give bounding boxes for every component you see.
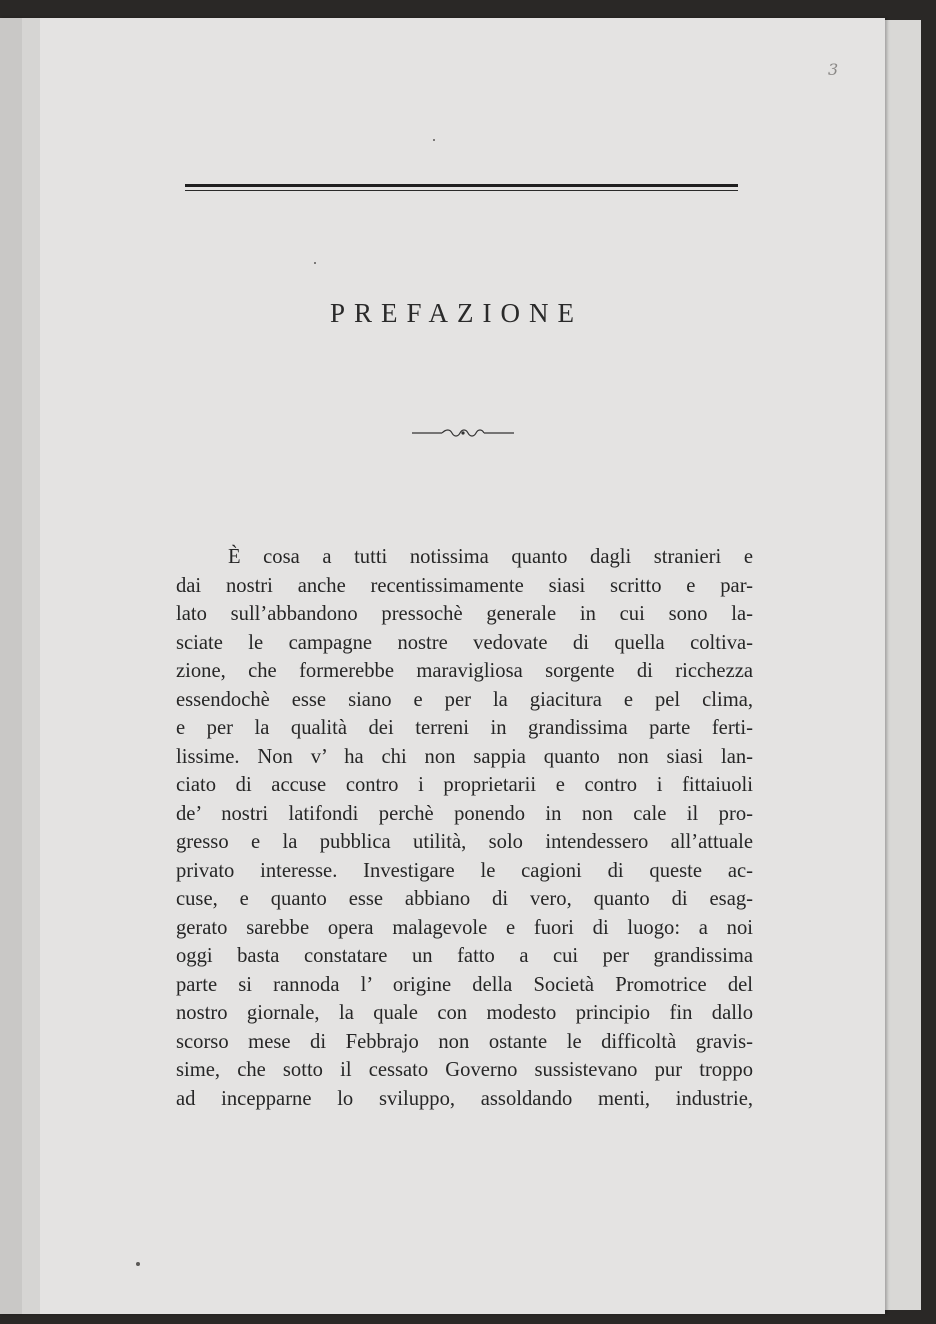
body-text xyxy=(176,543,753,1113)
body-line: parte si rannoda l’ origine della Società Promotrice del xyxy=(176,973,753,996)
body-line: sciate le campagne nostre vedovate di quella coltiva- xyxy=(176,631,753,654)
body-line: e per la qualità dei terreni in grandissima parte ferti- xyxy=(176,717,753,739)
body-line: dai nostri anche recentissimamente siasi scritto e par- xyxy=(176,574,753,597)
paper-speck xyxy=(433,139,435,141)
ornament-divider xyxy=(412,426,514,440)
body-line: sime, che sotto il cessato Governo sussistevano pur troppo xyxy=(176,1059,753,1081)
body-line: de’ nostri latifondi perchè ponendo in non cale il pro- xyxy=(176,802,753,825)
paper-speck xyxy=(314,262,316,264)
body-line: zione, che formerebbe maravigliosa sorgente di ricchezza xyxy=(176,660,753,682)
body-line: gerato sarebbe opera malagevole e fuori di luogo: a noi xyxy=(176,916,753,939)
body-line: oggi basta constatare un fatto a cui per grandissima xyxy=(176,945,753,967)
body-line: ciato di accuse contro i proprietarii e contro i fittaiuoli xyxy=(176,774,753,796)
page-title: PREFAZIONE xyxy=(330,298,584,328)
paper-speck xyxy=(136,1262,140,1266)
body-line: essendochè esse siano e per la giacitura e pel clima, xyxy=(176,688,753,711)
header-rule-thin xyxy=(185,190,738,191)
body-line: cuse, e quanto esse abbiano di vero, quanto di esag- xyxy=(176,888,753,910)
body-line: scorso mese di Febbrajo non ostante le difficoltà gravis- xyxy=(176,1030,753,1053)
body-line: lato sull’abbandono pressochè generale in cui sono la- xyxy=(176,603,753,625)
header-rule-thick xyxy=(185,184,738,187)
body-line: privato interesse. Investigare le cagioni di queste ac- xyxy=(176,859,753,882)
body-line: lissime. Non v’ ha chi non sappia quanto non siasi lan- xyxy=(176,745,753,768)
body-line: ad incepparne lo sviluppo, assoldando menti, industrie, xyxy=(176,1087,753,1110)
body-line: È cosa a tutti notissima quanto dagli stranieri e xyxy=(228,546,753,568)
page-number: 3 xyxy=(828,60,839,79)
body-line: nostro giornale, la quale con modesto principio fin dallo xyxy=(176,1002,753,1024)
body-line: gresso e la pubblica utilità, solo intendessero all’attuale xyxy=(176,831,753,853)
binding-shadow xyxy=(0,18,22,1314)
binding-gutter xyxy=(22,18,40,1314)
